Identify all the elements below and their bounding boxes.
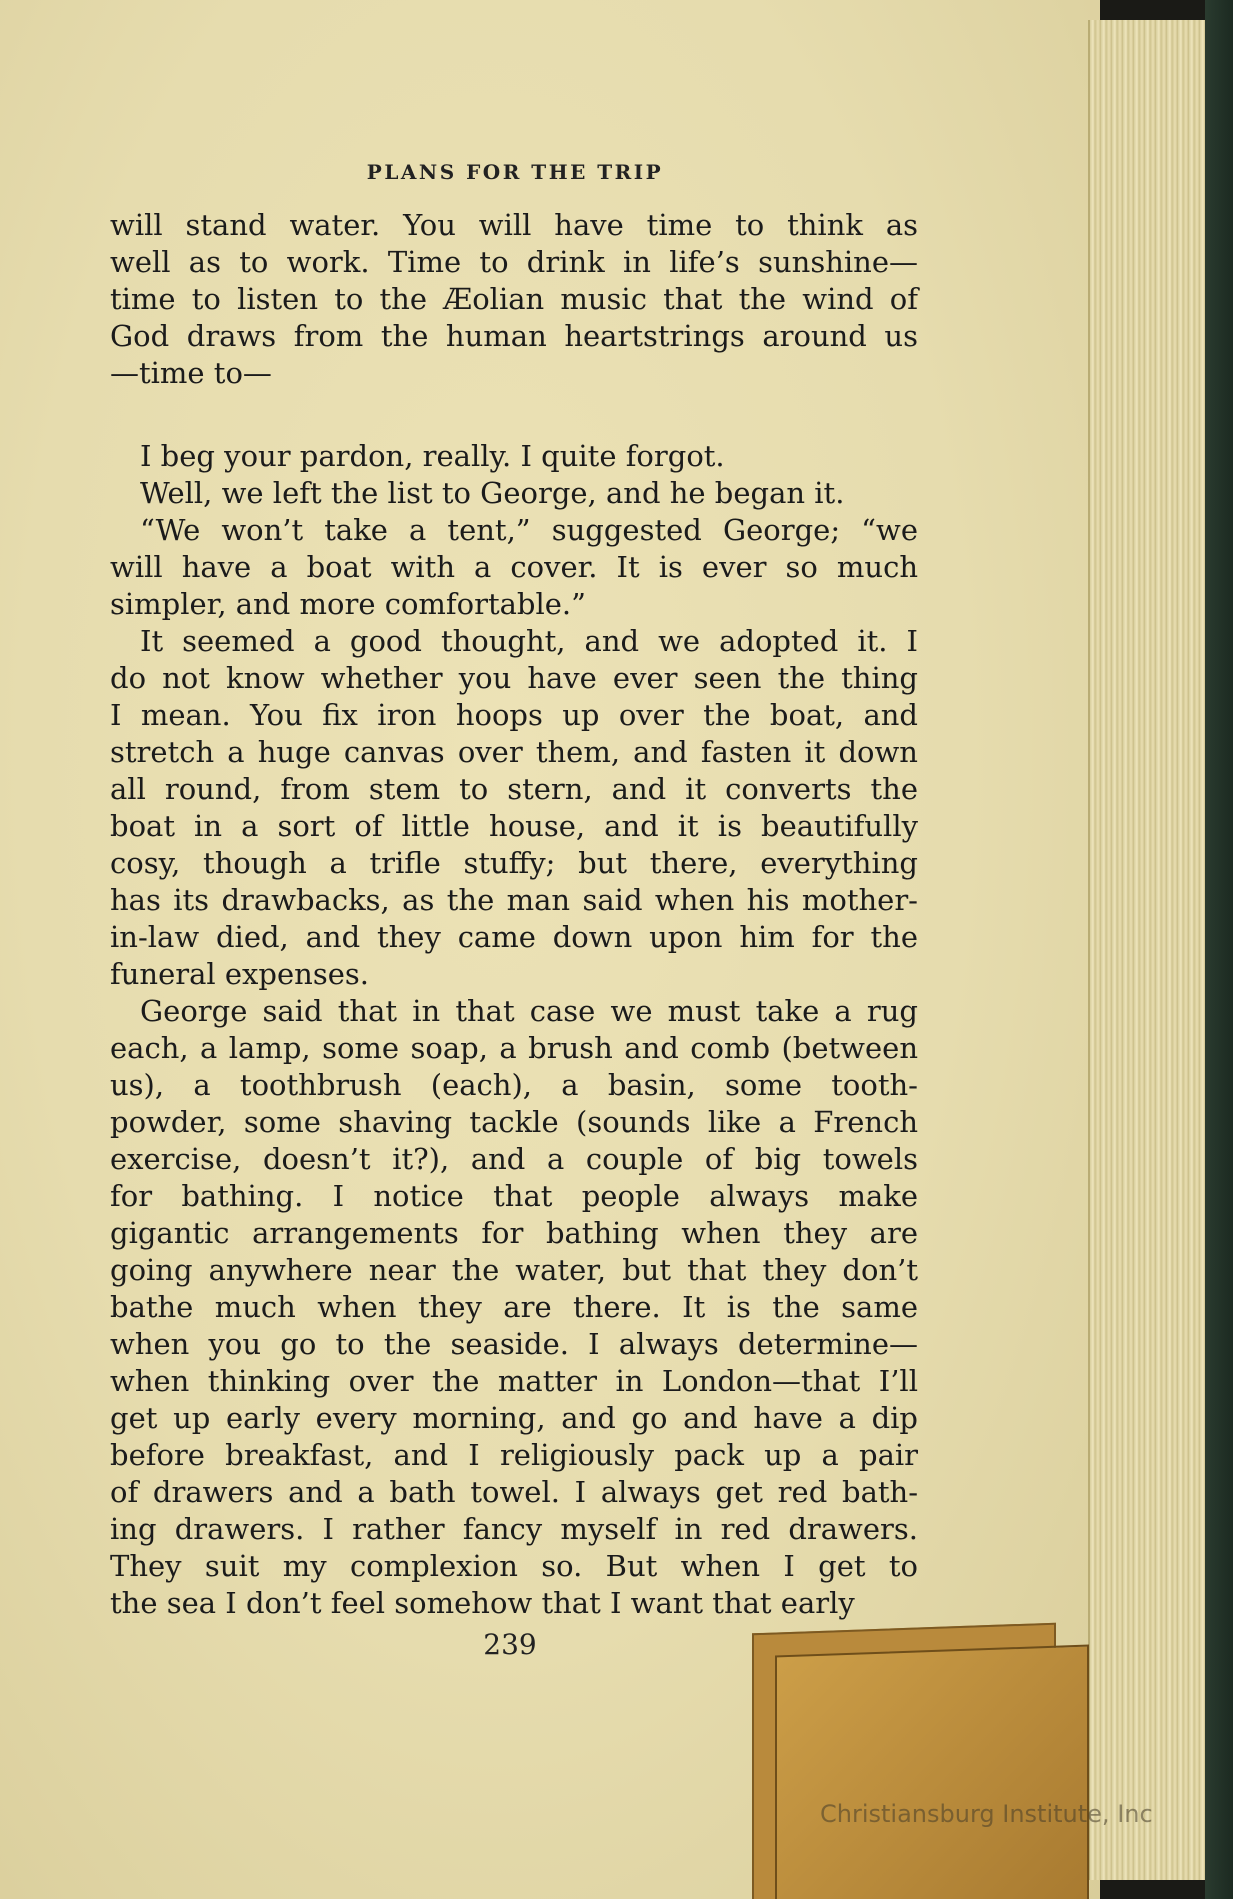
text-line: Well, we left the list to George, and he began it. bbox=[140, 476, 845, 510]
text-line: do not know whether you have ever seen the thing bbox=[110, 661, 918, 695]
text-line: before breakfast, and I religiously pack up a pair bbox=[110, 1438, 918, 1472]
paragraph bbox=[110, 207, 918, 392]
text-line: going anywhere near the water, but that they don’t bbox=[110, 1253, 918, 1287]
text-line: each, a lamp, some soap, a brush and comb (between bbox=[110, 1031, 918, 1065]
text-line: has its drawbacks, as the man said when his mother- bbox=[110, 883, 918, 917]
wooden-block-front bbox=[775, 1645, 1089, 1899]
text-line: all round, from stem to stern, and it converts the bbox=[110, 772, 918, 806]
paragraph bbox=[110, 475, 918, 512]
text-line: for bathing. I notice that people always make bbox=[110, 1179, 918, 1213]
text-line: in-law died, and they came down upon him for the bbox=[110, 920, 918, 954]
text-line: ing drawers. I rather fancy myself in red drawers. bbox=[110, 1512, 918, 1546]
text-line: God draws from the human heartstrings around us bbox=[110, 319, 918, 353]
text-line: stretch a huge canvas over them, and fasten it down bbox=[110, 735, 918, 769]
text-line: exercise, doesn’t it?), and a couple of big towels bbox=[110, 1142, 918, 1176]
text-line: will stand water. You will have time to think as bbox=[110, 208, 918, 242]
paragraph bbox=[110, 993, 918, 1622]
running-head: PLANS FOR THE TRIP bbox=[366, 160, 664, 184]
text-line: the sea I don’t feel somehow that I want that early bbox=[110, 1586, 855, 1620]
text-line: It seemed a good thought, and we adopted it. I bbox=[140, 624, 918, 658]
paragraph bbox=[110, 623, 918, 993]
text-line: gigantic arrangements for bathing when they are bbox=[110, 1216, 918, 1250]
text-line: cosy, though a trifle stuffy; but there, everything bbox=[110, 846, 918, 880]
page-number: 239 bbox=[483, 1628, 537, 1661]
text-line: George said that in that case we must take a rug bbox=[140, 994, 918, 1028]
text-line: when thinking over the matter in London—that I’ll bbox=[110, 1364, 918, 1398]
text-line: bathe much when they are there. It is the same bbox=[110, 1290, 918, 1324]
section-break bbox=[110, 392, 918, 438]
text-line: boat in a sort of little house, and it is beautifully bbox=[110, 809, 918, 843]
text-line: I mean. You fix iron hoops up over the boat, and bbox=[110, 698, 918, 732]
paragraph bbox=[110, 438, 918, 475]
paragraph bbox=[110, 512, 918, 623]
text-line: well as to work. Time to drink in life’s sunshine— bbox=[110, 245, 918, 279]
text-line: time to listen to the Æolian music that the wind of bbox=[110, 282, 918, 316]
text-line: “We won’t take a tent,” suggested George; “we bbox=[140, 513, 918, 547]
text-line: —time to— bbox=[110, 356, 272, 390]
text-line: will have a boat with a cover. It is ever so much bbox=[110, 550, 918, 584]
text-line: when you go to the seaside. I always determine— bbox=[110, 1327, 918, 1361]
body-text bbox=[110, 207, 918, 1622]
text-line: powder, some shaving tackle (sounds like a French bbox=[110, 1105, 918, 1139]
text-line: get up early every morning, and go and have a dip bbox=[110, 1401, 918, 1435]
text-line: They suit my complexion so. But when I get to bbox=[110, 1549, 918, 1583]
book-cover-edge bbox=[1205, 0, 1233, 1899]
text-line: I beg your pardon, really. I quite forgot. bbox=[140, 439, 725, 473]
text-line: funeral expenses. bbox=[110, 957, 369, 991]
watermark: Christiansburg Institute, Inc bbox=[820, 1800, 1153, 1828]
text-line: us), a toothbrush (each), a basin, some tooth- bbox=[110, 1068, 918, 1102]
page-edges bbox=[1088, 20, 1210, 1880]
text-line: simpler, and more comfortable.” bbox=[110, 587, 586, 621]
text-line: of drawers and a bath towel. I always get red bath- bbox=[110, 1475, 918, 1509]
